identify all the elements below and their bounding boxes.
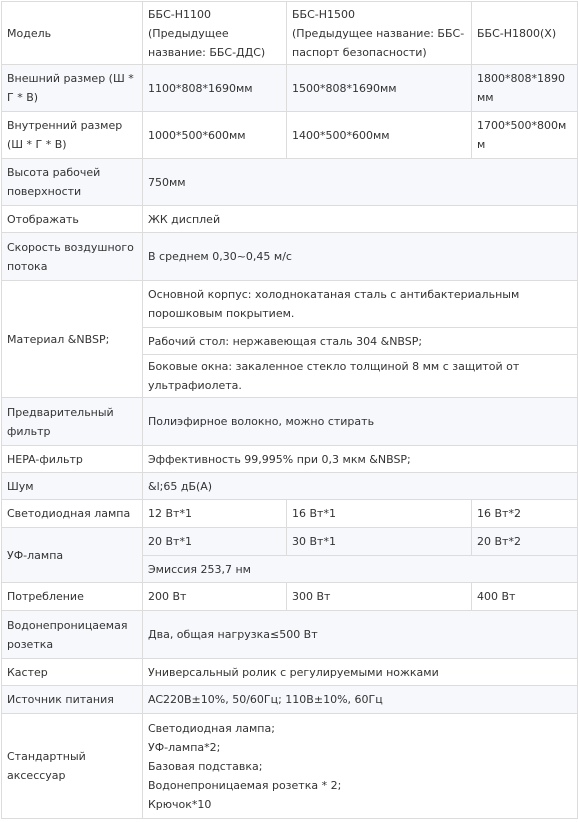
table-row: [2, 398, 578, 446]
table-row: [2, 686, 578, 714]
table-row: [2, 112, 578, 159]
cell-value: 300 Вт: [287, 583, 472, 611]
cell-value: Универсальный ролик с регулируемыми ножками: [143, 659, 578, 686]
cell-value: Эмиссия 253,7 нм: [143, 556, 578, 583]
row-label-external-size: Внешний размер (Ш * Г * В): [2, 65, 143, 112]
table-row: [2, 159, 578, 206]
table-row: [2, 65, 578, 112]
model-h1500: [287, 2, 472, 65]
cell-value: 20 Вт*1: [143, 528, 287, 556]
list-item: Крючок*10: [148, 797, 212, 811]
cell-value: Два, общая нагрузка≤500 Вт: [143, 611, 578, 659]
table-row: [2, 583, 578, 611]
cell-value: 750мм: [143, 159, 578, 206]
cell-value: 400 Вт: [472, 583, 578, 611]
table-row: [2, 206, 578, 233]
row-label-consumption: Потребление: [2, 583, 143, 611]
row-label-uv: УФ-лампа: [2, 528, 143, 583]
row-label-prefilter: Предварительный фильтр: [2, 398, 143, 446]
table-row: [2, 446, 578, 473]
list-item: Базовая подставка;: [148, 759, 263, 773]
cell-value: &l;65 дБ(А): [143, 473, 578, 500]
row-label-power: Источник питания: [2, 686, 143, 714]
row-label-model: Модель: [2, 2, 143, 65]
cell-value: В среднем 0,30~0,45 м/с: [143, 233, 578, 281]
cell-value: 1400*500*600мм: [287, 112, 472, 159]
table-row: [2, 281, 578, 328]
model-h1500-text: ББС-H1500 (Предыдущее название: ББС-паспорт безопасности): [292, 7, 465, 59]
table-row: [2, 528, 578, 556]
model-h1100: [143, 2, 287, 65]
row-label-hepa: HEPA-фильтр: [2, 446, 143, 473]
row-label-material: Материал &NBSP;: [2, 281, 143, 398]
cell-value: 20 Вт*2: [472, 528, 578, 556]
table-row: [2, 2, 578, 65]
table-row: [2, 473, 578, 500]
cell-value: Рабочий стол: нержавеющая сталь 304 &NBSP;: [143, 328, 578, 355]
row-label-caster: Кастер: [2, 659, 143, 686]
cell-value: AC220B±10%, 50/60Гц; 110B±10%, 60Гц: [143, 686, 578, 714]
cell-value: 16 Вт*2: [472, 500, 578, 528]
table-row: [2, 714, 578, 819]
table-row: [2, 500, 578, 528]
table-row: [2, 233, 578, 281]
list-item: УФ-лампа*2;: [148, 740, 221, 754]
model-h1100-text: ББС-H1100 (Предыдущее название: ББС-ДДС): [148, 7, 266, 59]
row-label-internal-size: Внутренний размер (Ш * Г * В): [2, 112, 143, 159]
cell-value: 200 Вт: [143, 583, 287, 611]
model-h1800: ББС-H1800(X): [472, 2, 578, 65]
list-item: Светодиодная лампа;: [148, 721, 275, 735]
row-label-display: Отображать: [2, 206, 143, 233]
cell-value: Основной корпус: холоднокатаная сталь с антибактериальным порошковым покрытием.: [143, 281, 578, 328]
row-label-airflow: Скорость воздушного потока: [2, 233, 143, 281]
table-row: [2, 659, 578, 686]
row-label-noise: Шум: [2, 473, 143, 500]
accessory-list: [143, 714, 578, 819]
cell-value: 1100*808*1690мм: [143, 65, 287, 112]
cell-value: 1000*500*600мм: [143, 112, 287, 159]
list-item: Водонепроницаемая розетка * 2;: [148, 778, 342, 792]
spec-table: [1, 1, 578, 819]
table-row: [2, 611, 578, 659]
cell-value: 1800*808*1890мм: [472, 65, 578, 112]
cell-value: 16 Вт*1: [287, 500, 472, 528]
row-label-accessory: Стандартный аксессуар: [2, 714, 143, 819]
row-label-led: Светодиодная лампа: [2, 500, 143, 528]
cell-value: Полиэфирное волокно, можно стирать: [143, 398, 578, 446]
cell-value: 30 Вт*1: [287, 528, 472, 556]
cell-value: Боковые окна: закаленное стекло толщиной 8 мм с защитой от ультрафиолета.: [143, 355, 578, 398]
cell-value: 12 Вт*1: [143, 500, 287, 528]
row-label-socket: Водонепроницаемая розетка: [2, 611, 143, 659]
cell-value: 1700*500*800мм: [472, 112, 578, 159]
row-label-work-height: Высота рабочей поверхности: [2, 159, 143, 206]
cell-value: 1500*808*1690мм: [287, 65, 472, 112]
cell-value: Эффективность 99,995% при 0,3 мкм &NBSP;: [143, 446, 578, 473]
cell-value: ЖК дисплей: [143, 206, 578, 233]
